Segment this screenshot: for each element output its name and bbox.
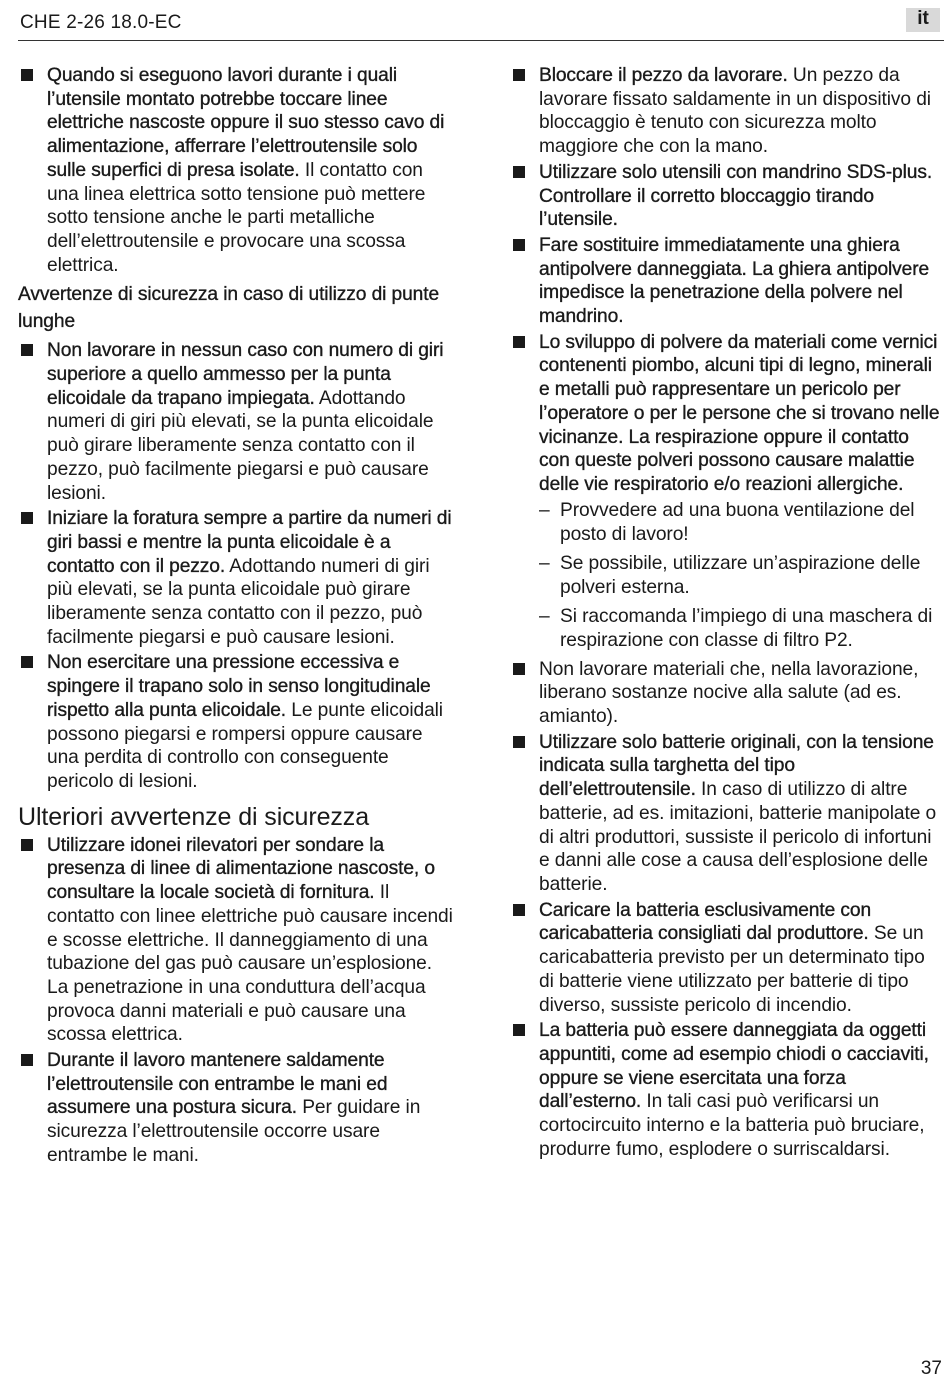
item-bold-text: Non lavorare in nessun caso con numero di giri superiore a quello ammesso per la punta elicoidale da trapano impiegata. bbox=[47, 340, 444, 409]
item-text: Adottando numeri di giri più elevati, se la punta elicoidale può girare liberamente senza contatto con il pezzo, può facilmente piegarsi e può causare lesioni. bbox=[47, 387, 434, 504]
list-item bbox=[510, 731, 942, 897]
item-bold-text: Bloccare il pezzo da lavorare. bbox=[539, 65, 788, 86]
right-column bbox=[510, 64, 942, 1163]
item-text: Non lavorare materiali che, nella lavorazione, liberano sostanze nocive alla salute (ad es. amianto). bbox=[539, 658, 919, 728]
square-bullet-icon bbox=[513, 904, 525, 916]
list-item bbox=[510, 331, 942, 654]
dash-bullet: – bbox=[539, 499, 550, 521]
square-bullet-icon bbox=[513, 736, 525, 748]
dash-item-text: Si raccomanda l’impiego di una maschera di respirazione con classe di filtro P2. bbox=[560, 605, 933, 652]
item-text: Un pezzo da lavorare fissato saldamente in un dispositivo di bloccaggio è tenuto con sicurezza molto maggiore che con la mano. bbox=[539, 65, 931, 158]
list-item bbox=[510, 899, 942, 1018]
item-bold-text: Utilizzare solo batterie originali, con la tensione indicata sulla targhetta del tipo dell’elettroutensile. bbox=[539, 731, 934, 801]
square-bullet-icon bbox=[21, 344, 33, 356]
subheading: Avvertenze di sicurezza in caso di utilizzo di punte lunghe bbox=[18, 284, 440, 333]
square-bullet-icon bbox=[513, 336, 525, 348]
item-bold-text: Non esercitare una pressione eccessiva e spingere il trapano solo in senso longitudinale rispetto alla punta elicoidale. bbox=[47, 652, 431, 721]
list-item bbox=[510, 234, 942, 329]
dash-item bbox=[539, 499, 942, 548]
list-item bbox=[510, 1019, 942, 1161]
square-bullet-icon bbox=[513, 166, 525, 178]
square-bullet-icon bbox=[513, 663, 525, 675]
square-bullet-icon bbox=[513, 239, 525, 251]
square-bullet-icon bbox=[513, 1024, 525, 1036]
item-text: In caso di utilizzo di altre batterie, ad es. imitazioni, batterie manipolate o di altri produttori, sussiste il pericolo di infortuni e danni alle cose a causa dell’esplosione delle batterie. bbox=[539, 779, 937, 895]
dash-list bbox=[539, 499, 942, 654]
item-text: Se un caricabatteria previsto per un determinato tipo di batterie viene utilizzato per batterie di tipo diverso, sussiste pericolo di incendio. bbox=[539, 923, 925, 1016]
list-item bbox=[18, 64, 458, 277]
item-text: Il contatto con una linea elettrica sotto tensione può mettere sotto tensione anche le parti metalliche dell’elettroutensile e provocare una scossa elettrica. bbox=[47, 159, 426, 276]
item-text: Per guidare in sicurezza l’elettroutensile occorre usare entrambe le mani. bbox=[47, 1097, 421, 1166]
item-bold-text: Iniziare la foratura sempre a partire da numeri di giri bassi e mentre la punta elicoidale è a contatto con il pezzo. bbox=[47, 508, 452, 577]
list-item bbox=[18, 507, 458, 649]
section-title: Ulteriori avvertenze di sicurezza bbox=[18, 802, 369, 831]
item-bold-text: Quando si eseguono lavori durante i quali l’utensile montato potrebbe toccare linee elettriche nascoste oppure il suo stesso cavo di alimentazione, afferrare l’elettroutensile solo sulle superfici di presa isolate. bbox=[47, 65, 445, 181]
item-bold-text: Fare sostituire immediatamente una ghiera antipolvere danneggiata. La ghiera antipolvere impedisce la penetrazione della polvere nel mandrino. bbox=[539, 234, 930, 328]
page-number: 37 bbox=[920, 1358, 942, 1379]
language-badge: it bbox=[906, 8, 940, 32]
dash-item-text: Provvedere ad una buona ventilazione del posto di lavoro! bbox=[560, 499, 915, 546]
dash-bullet: – bbox=[539, 552, 550, 574]
dash-bullet: – bbox=[539, 605, 550, 627]
list-item bbox=[18, 651, 458, 793]
left-column bbox=[18, 64, 458, 1170]
dash-item bbox=[539, 605, 942, 654]
square-bullet-icon bbox=[21, 512, 33, 524]
square-bullet-icon bbox=[21, 656, 33, 668]
item-bold-text: La batteria può essere danneggiata da oggetti appuntiti, come ad esempio chiodi o cacciaviti, oppure se viene esercitata una forza dall’esterno. bbox=[539, 1020, 929, 1113]
item-bold-text: Utilizzare solo utensili con mandrino SDS-plus. Controllare il corretto bloccaggio tirando l’utensile. bbox=[539, 161, 933, 231]
item-bold-text: Lo sviluppo di polvere da materiali come vernici contenenti piombo, alcuni tipi di legno, minerali e metalli può rappresentare un pericolo per l’operatore o per le persone che si trovano nelle vicinanze. La respirazione oppure il contatto con queste polveri possono causare malattie delle vie respiratorio e/o reazioni allergiche. bbox=[539, 331, 940, 495]
dash-item bbox=[539, 552, 942, 601]
list-item bbox=[18, 834, 458, 1047]
square-bullet-icon bbox=[21, 1054, 33, 1066]
square-bullet-icon bbox=[21, 69, 33, 81]
item-text: Adottando numeri di giri più elevati, se la punta elicoidale può girare liberamente senza contatto con il pezzo, può facilmente piegarsi e può causare lesioni. bbox=[47, 555, 430, 648]
list-item bbox=[510, 658, 942, 729]
item-text: Il contatto con linee elettriche può causare incendi e scosse elettriche. Il danneggiamento di una tubazione del gas può causare un’esplosione. La penetrazione in una conduttura dell’acqua provoca danni materiali e può causare una scossa elettrica. bbox=[47, 882, 453, 1046]
page-header bbox=[18, 8, 944, 41]
square-bullet-icon bbox=[21, 839, 33, 851]
item-text: In tali casi può verificarsi un cortocircuito interno e la batteria può bruciare, produrre fumo, esplodere o surriscaldarsi. bbox=[539, 1091, 925, 1160]
square-bullet-icon bbox=[513, 69, 525, 81]
list-item bbox=[18, 339, 458, 505]
item-bold-text: Durante il lavoro mantenere saldamente l’elettroutensile con entrambe le mani ed assumere una postura sicura. bbox=[47, 1050, 388, 1119]
item-bold-text: Caricare la batteria esclusivamente con caricabatteria consigliati dal produttore. bbox=[539, 899, 872, 945]
list-item bbox=[18, 1049, 458, 1168]
dash-item-text: Se possibile, utilizzare un’aspirazione delle polveri esterna. bbox=[560, 552, 921, 599]
document-title: CHE 2-26 18.0-EC bbox=[20, 12, 182, 33]
list-item bbox=[510, 161, 942, 232]
item-bold-text: Utilizzare idonei rilevatori per sondare la presenza di linee di alimentazione nascoste, o consultare la locale società di fornitura. bbox=[47, 834, 435, 904]
item-text: Le punte elicoidali possono piegarsi e rompersi oppure causare una perdita di controllo con conseguente pericolo di lesioni. bbox=[47, 699, 443, 792]
list-item bbox=[510, 64, 942, 159]
